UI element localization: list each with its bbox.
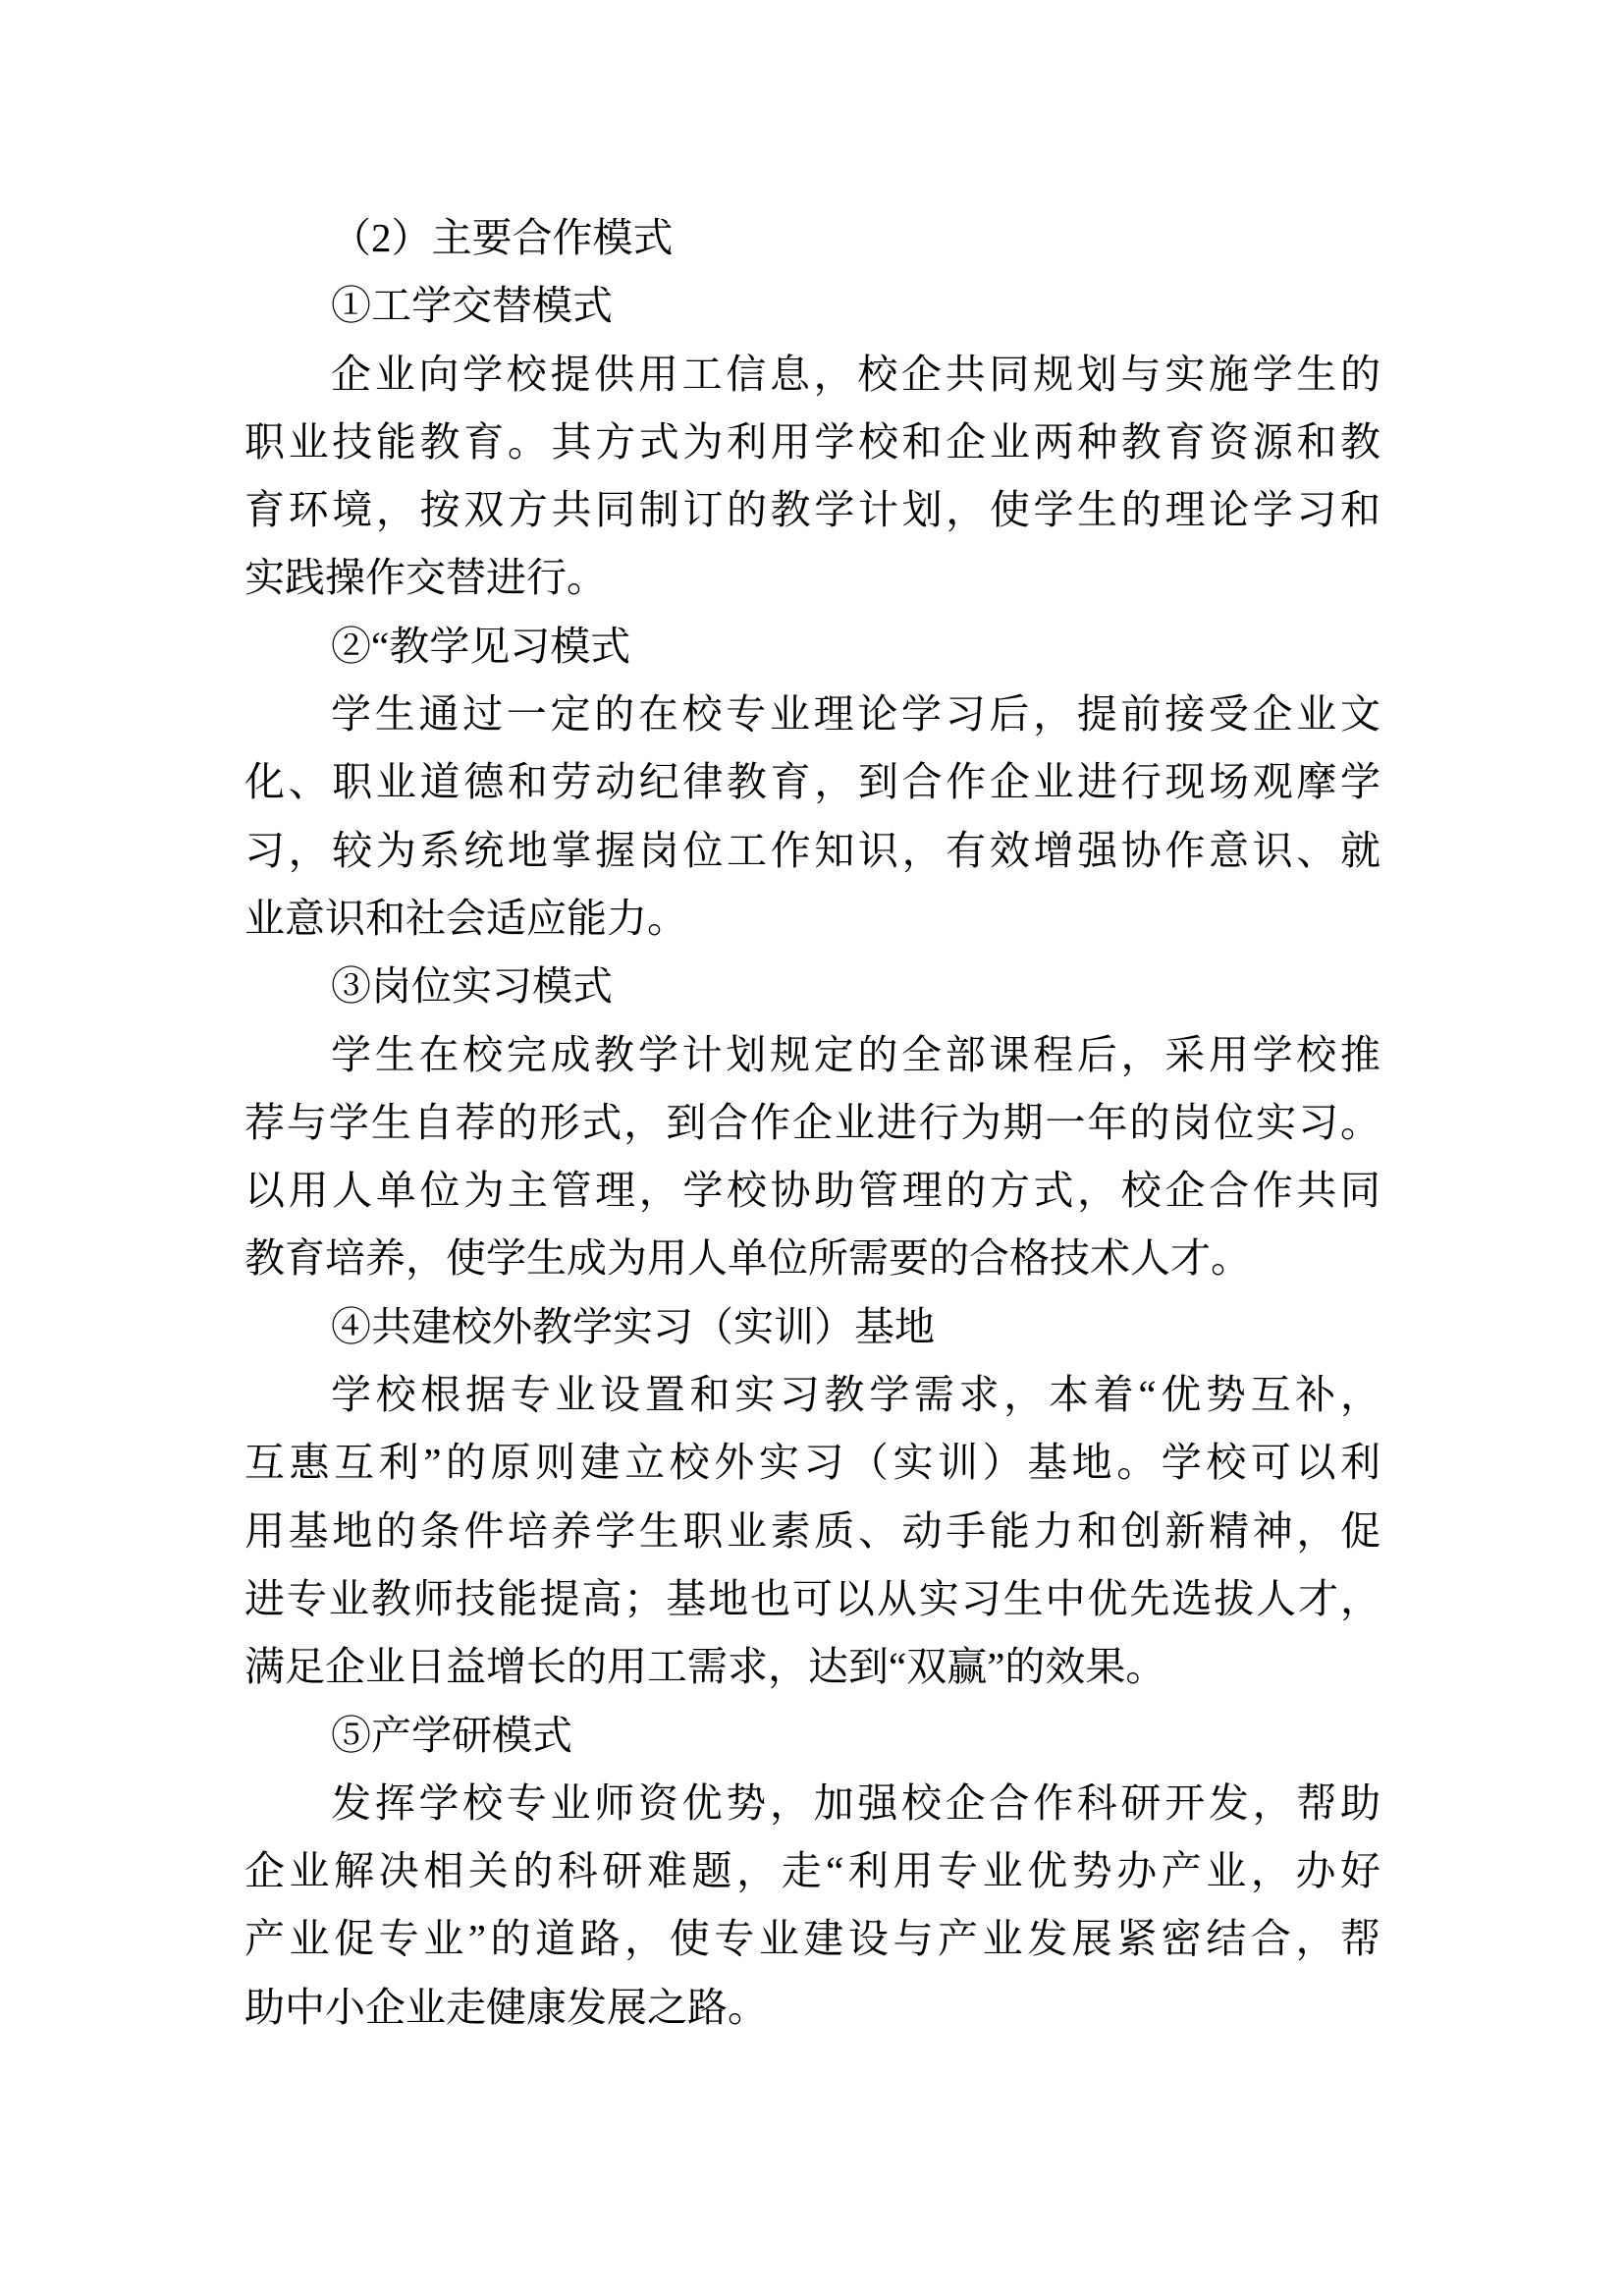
text-line: 学校根据专业设置和实习教学需求，本着“优势互补， xyxy=(331,1372,1380,1418)
text-line: 发挥学校专业师资优势，加强校企合作科研开发，帮助 xyxy=(331,1779,1380,1826)
text-line: 实践操作交替进行。 xyxy=(244,555,607,601)
heading-line-mode-1: ①工学交替模式 xyxy=(331,283,613,329)
text-line: 教育培养，使学生成为用人单位所需要的合格技术人才。 xyxy=(244,1235,1251,1282)
heading-line-section-2: （2）主要合作模式 xyxy=(331,215,674,260)
text-line: 职业技能教育。其方式为利用学校和企业两种教育资源和教 xyxy=(244,418,1380,465)
text-line: 习，较为系统地掌握岗位工作知识，有效增强协作意识、就 xyxy=(244,827,1380,873)
text-line: 荐与学生自荐的形式，到合作企业进行为期一年的岗位实习。 xyxy=(244,1099,1380,1145)
text-line: 进专业教师技能提高；基地也可以从实习生中优先选拔人才， xyxy=(244,1575,1380,1621)
heading-line-mode-3: ③岗位实习模式 xyxy=(331,963,613,1010)
text-line: 用基地的条件培养学生职业素质、动手能力和创新精神，促 xyxy=(244,1507,1380,1554)
text-line: 满足企业日益增长的用工需求，达到“双赢”的效果。 xyxy=(244,1644,1166,1690)
text-line: 学生在校完成教学计划规定的全部课程后，采用学校推 xyxy=(331,1031,1380,1077)
text-line: 化、职业道德和劳动纪律教育，到合作企业进行现场观摩学 xyxy=(244,759,1380,805)
heading-line-mode-5: ⑤产学研模式 xyxy=(331,1712,572,1758)
text-line: 互惠互利”的原则建立校外实习（实训）基地。学校可以利 xyxy=(244,1440,1380,1486)
text-line: 产业促专业”的道路，使专业建设与产业发展紧密结合，帮 xyxy=(244,1916,1380,1962)
heading-line-mode-2: ②“教学见习模式 xyxy=(331,623,631,669)
heading-line-mode-4: ④共建校外教学实习（实训）基地 xyxy=(331,1303,935,1349)
text-line: 企业向学校提供用工信息，校企共同规划与实施学生的 xyxy=(331,351,1380,397)
text-line: 助中小企业走健康发展之路。 xyxy=(244,1984,768,2030)
text-line: 以用人单位为主管理，学校协助管理的方式，校企合作共同 xyxy=(244,1168,1380,1214)
text-line: 业意识和社会适应能力。 xyxy=(244,895,687,941)
text-line: 企业解决相关的科研难题，走“利用专业优势办产业，办好 xyxy=(244,1848,1380,1894)
text-line: 学生通过一定的在校专业理论学习后，提前接受企业文 xyxy=(331,691,1380,738)
text-line: 育环境，按双方共同制订的教学计划，使学生的理论学习和 xyxy=(244,487,1380,533)
document-text-block xyxy=(244,204,1380,2042)
